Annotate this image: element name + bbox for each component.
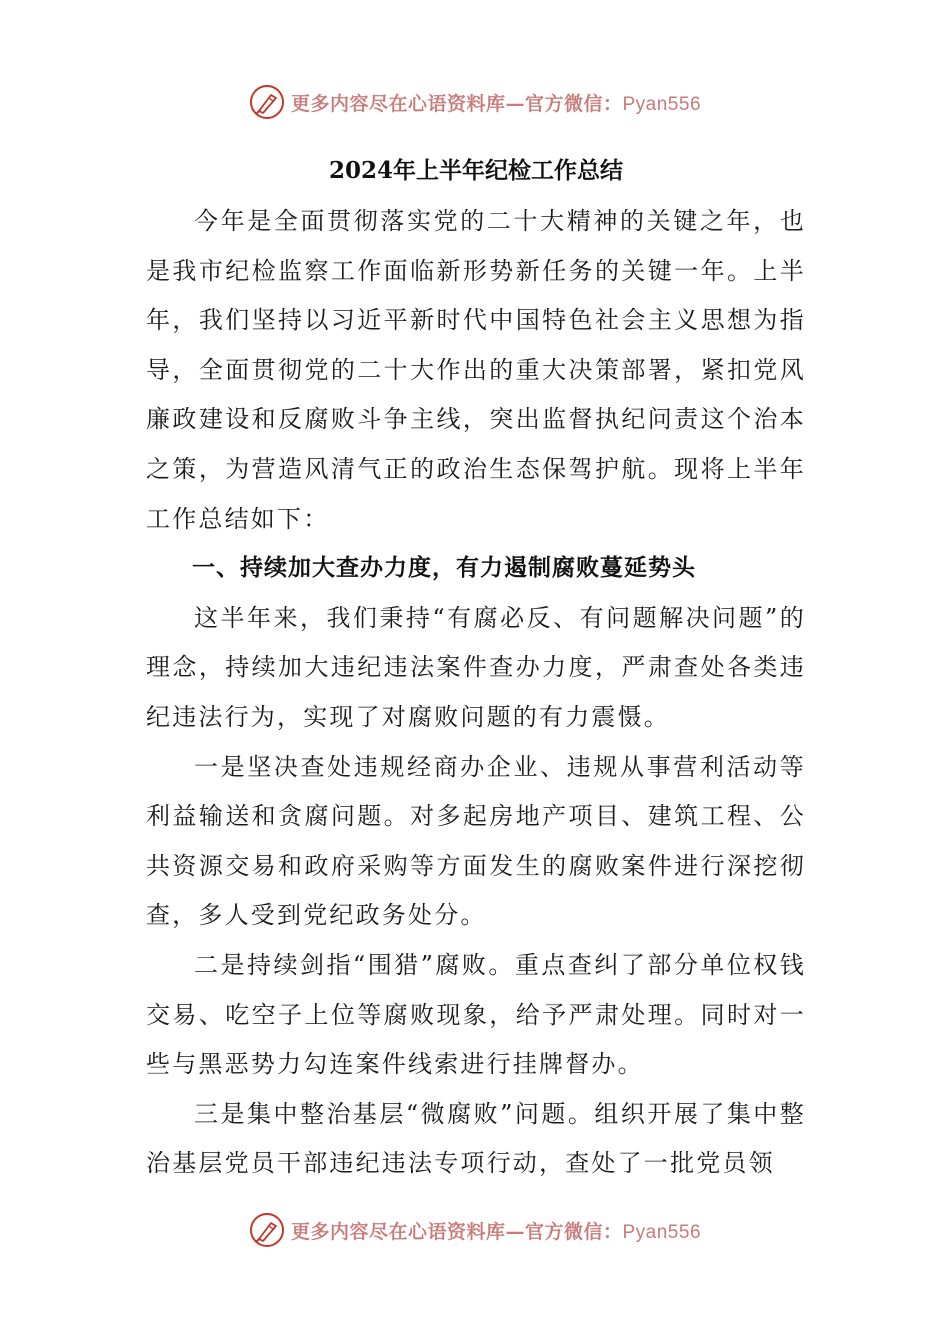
pen-nib-icon	[249, 1212, 285, 1248]
document-body	[146, 145, 806, 1189]
watermark-wechat-id: Pyan556	[622, 93, 702, 115]
watermark-text-cn: 更多内容尽在心语资料库—官方微信：	[290, 1220, 623, 1243]
pen-nib-icon	[249, 84, 285, 120]
section-intro-paragraph: 这半年来，我们秉持“有腐必反、有问题解决问题”的理念，持续加大违纪违法案件查办力度，严肃查处各类违纪违法行为，实现了对腐败问题的有力震慑。	[146, 603, 806, 731]
document-title: 2024年上半年纪检工作总结	[328, 157, 623, 184]
top-watermark-banner	[0, 82, 950, 122]
point-three-paragraph: 三是集中整治基层“微腐败”问题。组织开展了集中整治基层党员干部违纪违法专项行动，查处了一批党员领	[146, 1099, 806, 1178]
watermark-text	[291, 89, 701, 116]
point-one-paragraph: 一是坚决查处违规经商办企业、违规从事营利活动等利益输送和贪腐问题。对多起房地产项目、建筑工程、公共资源交易和政府采购等方面发生的腐败案件进行深挖彻查，多人受到党纪政务处分。	[146, 752, 806, 930]
watermark-text-cn: 更多内容尽在心语资料库—官方微信：	[290, 92, 623, 115]
intro-paragraph: 今年是全面贯彻落实党的二十大精神的关键之年，也是我市纪检监察工作面临新形势新任务的关键一年。上半年，我们坚持以习近平新时代中国特色社会主义思想为指导，全面贯彻党的二十大作出的重大决策部署，紧扣党风廉政建设和反腐败斗争主线，突出监督执纪问责这个治本之策，为营造风清气正的政治生态保驾护航。现将上半年工作总结如下：	[146, 207, 806, 533]
section-heading: 一、持续加大查办力度，有力遏制腐败蔓延势头	[192, 555, 696, 582]
watermark-text	[291, 1217, 701, 1244]
bottom-watermark-banner	[0, 1210, 950, 1250]
point-two-paragraph: 二是持续剑指“围猎”腐败。重点查纠了部分单位权钱交易、吃空子上位等腐败现象，给予严肃处理。同时对一些与黑恶势力勾连案件线索进行挂牌督办。	[146, 950, 806, 1079]
watermark-wechat-id: Pyan556	[622, 1221, 702, 1243]
